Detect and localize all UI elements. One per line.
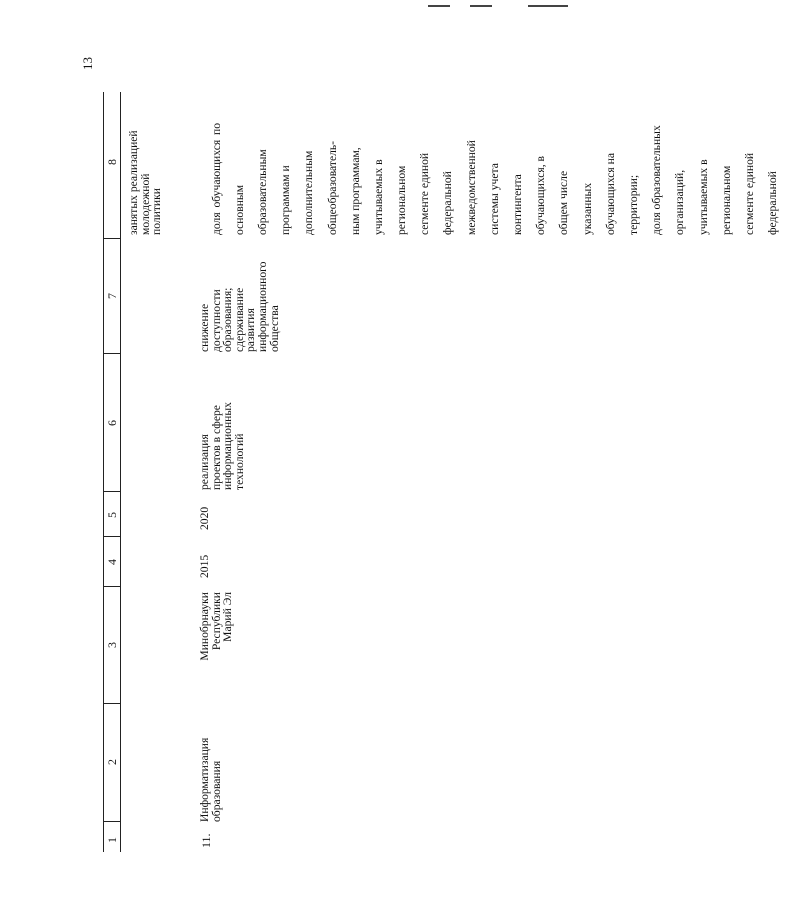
indicator-line: сегменте единой	[742, 152, 756, 235]
rotated-table	[103, 92, 780, 852]
indicator-line: обучающихся на	[603, 152, 617, 235]
indicator-line: системы учета	[487, 163, 501, 235]
header-col-6: 6	[105, 420, 119, 426]
indicator-line: программам и	[279, 165, 293, 235]
row-col2-direction: Информатизация образования	[198, 737, 223, 822]
col-separator	[103, 491, 121, 492]
indicator-line: дополнительным	[302, 150, 316, 235]
indicator-line: сегменте единой	[418, 152, 432, 235]
indicator-line: федеральной	[766, 171, 780, 235]
indicator-line: основным	[232, 184, 246, 235]
page-number: 13	[80, 57, 95, 70]
row-number: 11.	[199, 833, 213, 848]
table-header-top-border	[103, 92, 104, 852]
indicator-line: ным программам,	[348, 147, 362, 235]
row-col6-content: реализация проектов в сфере информационных технологий	[198, 402, 246, 490]
indicator-line: учитываемых в	[696, 159, 710, 235]
continuation-col8: занятых реализацией молодежной политики	[127, 130, 164, 235]
col-separator	[103, 536, 121, 537]
col-separator	[103, 821, 121, 822]
table-header-bottom-border	[120, 92, 121, 852]
indicator-line: общеобразователь-	[325, 140, 339, 235]
header-col-4: 4	[105, 559, 119, 565]
col-separator	[103, 586, 121, 587]
header-col-7: 7	[105, 293, 119, 299]
indicator-line: региональном	[719, 165, 733, 235]
header-col-8: 8	[105, 159, 119, 165]
col-separator	[103, 703, 121, 704]
indicator-line: обучающихся, в	[534, 155, 548, 235]
row-col3-executor: Минобрнауки Республики Марий Эл	[198, 592, 235, 661]
indicator-line: образовательным	[255, 149, 269, 235]
indicator-line: межведомственной	[464, 140, 478, 235]
row-col7-consequences: снижение доступности образования; сдерживание развития информационного общества	[198, 261, 281, 352]
indicator-line: учитываемых в	[371, 159, 385, 235]
indicator-line: федеральной	[441, 171, 455, 235]
header-col-5: 5	[105, 512, 119, 518]
indicator-line: региональном	[395, 165, 409, 235]
header-col-2: 2	[105, 759, 119, 765]
col-separator	[103, 353, 121, 354]
scan-mark-right	[528, 5, 568, 7]
indicator-line: указанных	[580, 182, 594, 235]
indicator-line: организаций,	[673, 169, 687, 235]
col-separator	[103, 238, 121, 239]
header-col-3: 3	[105, 642, 119, 648]
indicator-line: контингента	[511, 174, 525, 235]
row-col4-start-year: 2015	[198, 554, 211, 578]
indicator-line: территории;	[626, 174, 640, 235]
indicator-line: доля образовательных	[650, 125, 664, 235]
row-col8-indicators	[199, 123, 790, 235]
scan-mark-left	[428, 5, 450, 7]
scan-mark-middle	[470, 5, 492, 7]
indicator-line: общем числе	[557, 170, 571, 235]
header-col-1: 1	[105, 837, 119, 843]
row-col5-end-year: 2020	[198, 506, 211, 530]
indicator-line: доля обучающихся по	[209, 123, 223, 235]
